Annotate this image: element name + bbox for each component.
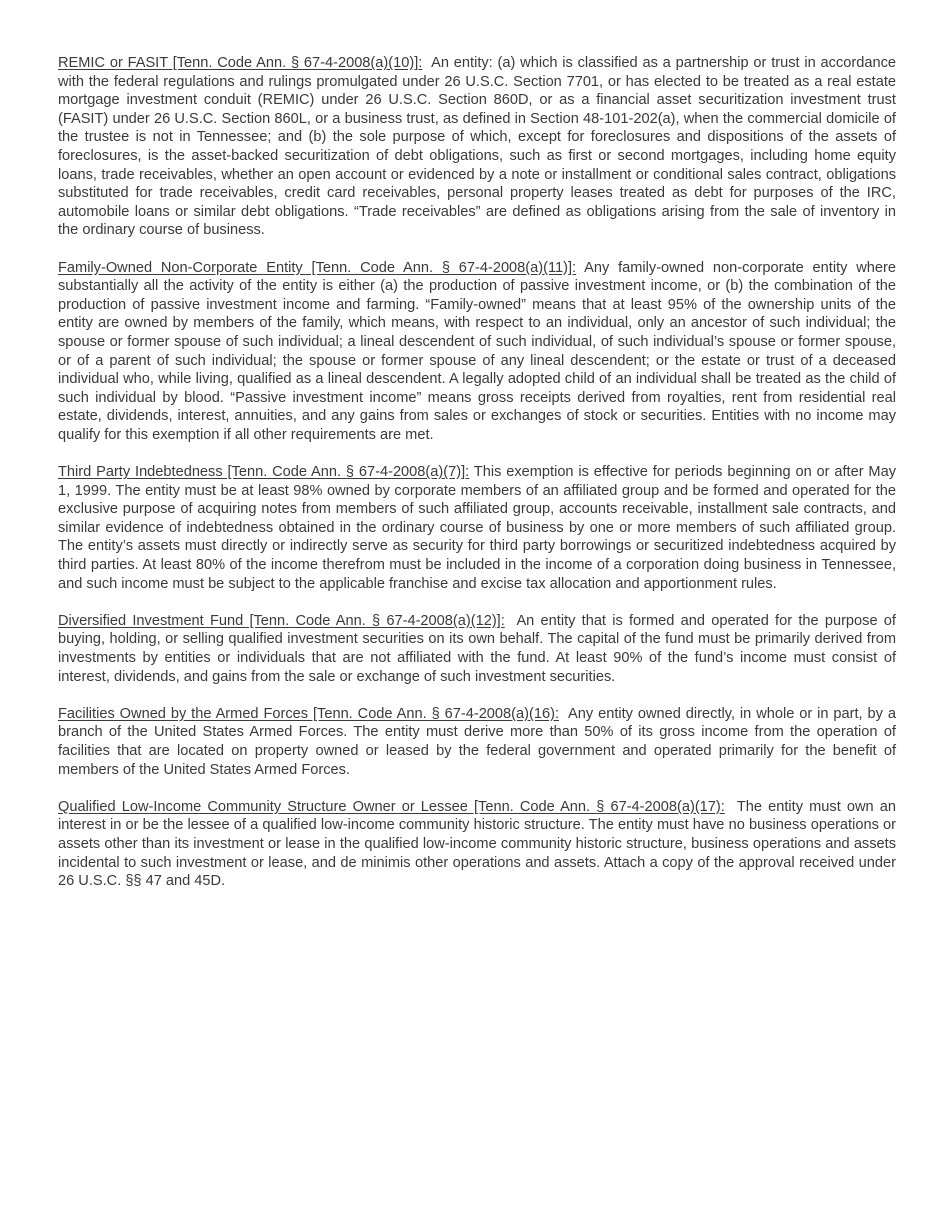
section-heading: Qualified Low-Income Community Structure Owner or Lessee [Tenn. Code Ann. § 67-4-2008(a)(17): — [58, 798, 725, 815]
section-heading: REMIC or FASIT [Tenn. Code Ann. § 67-4-2008(a)(10)]: — [58, 55, 423, 71]
section-body: The entity must own an interest in or be the lessee of a qualified low-income community historic structure. The entity must have no business operations or assets other than its investment or lease in the qualified low-income community historic structure, business operations and assets incidental to such investment or lease, and de minimis other operations and assets. Attach a copy of the approval received under 26 U.S.C. §§ 47 and 45D. — [58, 798, 896, 890]
section-heading: Family-Owned Non-Corporate Entity [Tenn. Code Ann. § 67-4-2008(a)(11)]: — [58, 259, 577, 276]
section-armed-forces-facilities — [58, 705, 896, 779]
section-body: Any family-owned non-corporate entity where substantially all the activity of the entity is either (a) the production of passive investment income, or (b) the combination of the production of passive investment income and farming. “Family-owned” means that at least 95% of the ownership units of the entity are owned by members of the family, which means, with respect to an individual, only an ancestor of such individual; the spouse or former spouse of such individual; a lineal descendent of such individual, of such individual’s spouse or former spouse, or of a parent of such individual; the spouse or former spouse of any lineal descendent; or the estate or trust of a deceased individual who, while living, qualified as a lineal descendent. A legally adopted child of an individual shall be treated as the child of such individual by blood. “Passive investment income” means gross receipts derived from royalties, rent from residential real estate, dividends, interest, annuities, and any gains from sales or exchanges of stock or securities. Entities with no income may qualify for this exemption if all other requirements are met. — [58, 259, 896, 443]
section-diversified-investment-fund — [58, 612, 896, 686]
section-family-owned-entity — [58, 259, 896, 445]
section-third-party-indebtedness — [58, 463, 896, 593]
section-heading: Facilities Owned by the Armed Forces [Tenn. Code Ann. § 67-4-2008(a)(16): — [58, 705, 559, 722]
section-remic-fasit — [58, 54, 896, 240]
section-body: An entity that is formed and operated for the purpose of buying, holding, or selling qualified investment securities on its own behalf. The capital of the fund must be primarily derived from investments by entities or individuals that are not affiliated with the fund. At least 90% of the fund’s income must consist of interest, dividends, and gains from the sale or exchange of such investment securities. — [58, 612, 896, 685]
section-body: Any entity owned directly, in whole or in part, by a branch of the United States Armed Forces. The entity must derive more than 50% of its gross income from the operation of facilities that are located on property owned or leased by the federal government and operated primarily for the benefit of members of the United States Armed Forces. — [58, 705, 896, 778]
document-page — [58, 54, 896, 909]
section-heading: Diversified Investment Fund [Tenn. Code Ann. § 67-4-2008(a)(12)]: — [58, 612, 505, 629]
section-heading: Third Party Indebtedness [Tenn. Code Ann. § 67-4-2008(a)(7)]: — [58, 464, 470, 481]
section-body: This exemption is effective for periods beginning on or after May 1, 1999. The entity must be at least 98% owned by corporate members of an affiliated group and be formed and operated for the exclusive purpose of acquiring notes from members of such affiliated group, accounts receivable, installment sale contracts, and similar evidence of indebtedness obtained in the ordinary course of business by one or more members of such affiliated group. The entity’s assets must directly or indirectly serve as security for third party borrowings or securitized indebtedness acquired by third parties. At least 80% of the income therefrom must be included in the income of a corporation doing business in Tennessee, and such income must be subject to the applicable franchise and excise tax allocation and apportionment rules. — [58, 464, 897, 592]
section-body: An entity: (a) which is classified as a partnership or trust in accordance with the federal regulations and rulings promulgated under 26 U.S.C. Section 7701, or has elected to be treated as a real estate mortgage investment conduit (REMIC) under 26 U.S.C. Section 860D, or as a financial asset securitization investment trust (FASIT) under 26 U.S.C. Section 860L, or a business trust, as defined in Section 48-101-202(a), when the commercial domicile of the trustee is not in Tennessee; and (b) the sole purpose of which, except for foreclosures and dispositions of the assets of foreclosures, is the asset-backed securitization of debt obligations, such as first or second mortgages, including home equity loans, trade receivables, whether an open account or evidenced by a note or installment or conditional sales contract, obligations substituted for trade receivables, credit card receivables, personal property leases treated as debt for purposes of the IRC, automobile loans or similar debt obligations. “Trade receivables” are defined as obligations arising from the sale of inventory in the ordinary course of business. — [58, 55, 896, 239]
section-low-income-structure — [58, 798, 896, 891]
